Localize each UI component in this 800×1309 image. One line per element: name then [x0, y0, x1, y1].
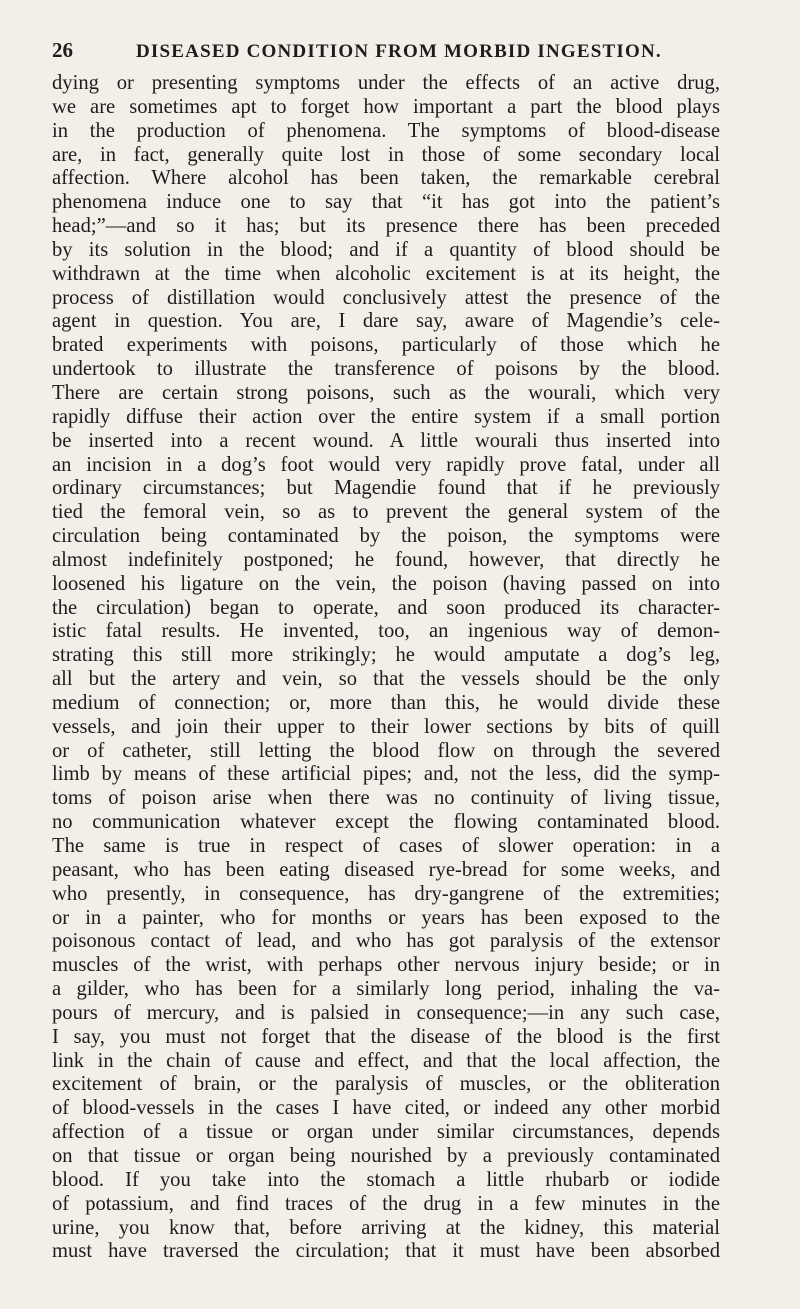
text-line: urine, you know that, before arriving at the kidney, this material: [52, 1216, 720, 1239]
page-number: 26: [52, 38, 73, 62]
text-line: the circulation) began to operate, and soon produced its character-: [52, 596, 720, 619]
text-line: ordinary circumstances; but Magendie found that if he previously: [52, 477, 720, 500]
text-line: be inserted into a recent wound. A little wourali thus inserted into: [52, 429, 720, 452]
text-line: no communication whatever except the flowing contaminated blood.: [52, 811, 720, 834]
text-line: vessels, and join their upper to their lower sections by bits of quill: [52, 715, 720, 738]
text-line: limb by means of these artificial pipes; and, not the less, did the symp-: [52, 763, 720, 786]
text-line: or of catheter, still letting the blood flow on through the severed: [52, 739, 720, 762]
text-line: of potassium, and find traces of the drug in a few minutes in the: [52, 1192, 720, 1215]
text-line: brated experiments with poisons, particularly of those which he: [52, 334, 720, 357]
text-line: strating this still more strikingly; he would amputate a dog’s leg,: [52, 644, 720, 667]
running-title: DISEASED CONDITION FROM MORBID INGESTION.: [136, 41, 662, 62]
text-line: phenomena induce one to say that “it has got into the patient’s: [52, 191, 720, 214]
text-line: rapidly diffuse their action over the entire system if a small portion: [52, 405, 720, 428]
text-line: There are certain strong poisons, such as the wourali, which very: [52, 381, 720, 404]
text-line: muscles of the wrist, with perhaps other nervous injury beside; or in: [52, 954, 720, 977]
text-line: affection. Where alcohol has been taken, the remarkable cerebral: [52, 167, 720, 190]
text-line: agent in question. You are, I dare say, aware of Magendie’s cele-: [52, 310, 720, 333]
text-line: dying or presenting symptoms under the effects of an active drug,: [52, 72, 720, 94]
text-line: peasant, who has been eating diseased rye-bread for some weeks, and: [52, 858, 720, 881]
text-line: who presently, in consequence, has dry-gangrene of the extremities;: [52, 882, 720, 905]
text-line: head;”—and so it has; but its presence there has been preceded: [52, 215, 720, 238]
text-line: blood. If you take into the stomach a little rhubarb or iodide: [52, 1168, 720, 1191]
text-line: toms of poison arise when there was no continuity of living tissue,: [52, 787, 720, 810]
text-line: are, in fact, generally quite lost in those of some secondary local: [52, 143, 720, 166]
text-line: process of distillation would conclusively attest the presence of the: [52, 286, 720, 309]
text-line: The same is true in respect of cases of slower operation: in a: [52, 835, 720, 857]
text-line: pours of mercury, and is palsied in consequence;—in any such case,: [52, 1001, 720, 1024]
text-line: undertook to illustrate the transference of poisons by the blood.: [52, 358, 720, 381]
text-line: an incision in a dog’s foot would very rapidly prove fatal, under all: [52, 453, 720, 476]
text-line: of blood-vessels in the cases I have cited, or indeed any other morbid: [52, 1097, 720, 1120]
text-line: link in the chain of cause and effect, and that the local affection, the: [52, 1049, 720, 1072]
text-line: almost indefinitely postponed; he found, however, that directly he: [52, 548, 720, 571]
body-text: [52, 72, 720, 1264]
text-line: affection of a tissue or organ under similar circumstances, depends: [52, 1121, 720, 1144]
text-line: medium of connection; or, more than this, he would divide these: [52, 691, 720, 714]
text-line: I say, you must not forget that the disease of the blood is the first: [52, 1025, 720, 1048]
text-line: in the production of phenomena. The symptoms of blood-disease: [52, 119, 720, 142]
text-line: must have traversed the circulation; that it must have been absorbed: [52, 1240, 720, 1263]
text-line: excitement of brain, or the paralysis of muscles, or the obliteration: [52, 1073, 720, 1096]
text-line: istic fatal results. He invented, too, an ingenious way of demon-: [52, 620, 720, 643]
text-line: poisonous contact of lead, and who has got paralysis of the extensor: [52, 930, 720, 953]
text-line: or in a painter, who for months or years has been exposed to the: [52, 906, 720, 929]
text-line: withdrawn at the time when alcoholic excitement is at its height, the: [52, 262, 720, 285]
text-line: tied the femoral vein, so as to prevent the general system of the: [52, 501, 720, 524]
text-line: loosened his ligature on the vein, the poison (having passed on into: [52, 572, 720, 595]
text-line: all but the artery and vein, so that the vessels should be the only: [52, 668, 720, 691]
text-line: on that tissue or organ being nourished by a previously contaminated: [52, 1144, 720, 1167]
running-head: [52, 38, 720, 72]
text-line: we are sometimes apt to forget how important a part the blood plays: [52, 95, 720, 118]
text-line: a gilder, who has been for a similarly long period, inhaling the va-: [52, 978, 720, 1001]
text-line: circulation being contaminated by the poison, the symptoms were: [52, 525, 720, 548]
text-line: by its solution in the blood; and if a quantity of blood should be: [52, 238, 720, 261]
